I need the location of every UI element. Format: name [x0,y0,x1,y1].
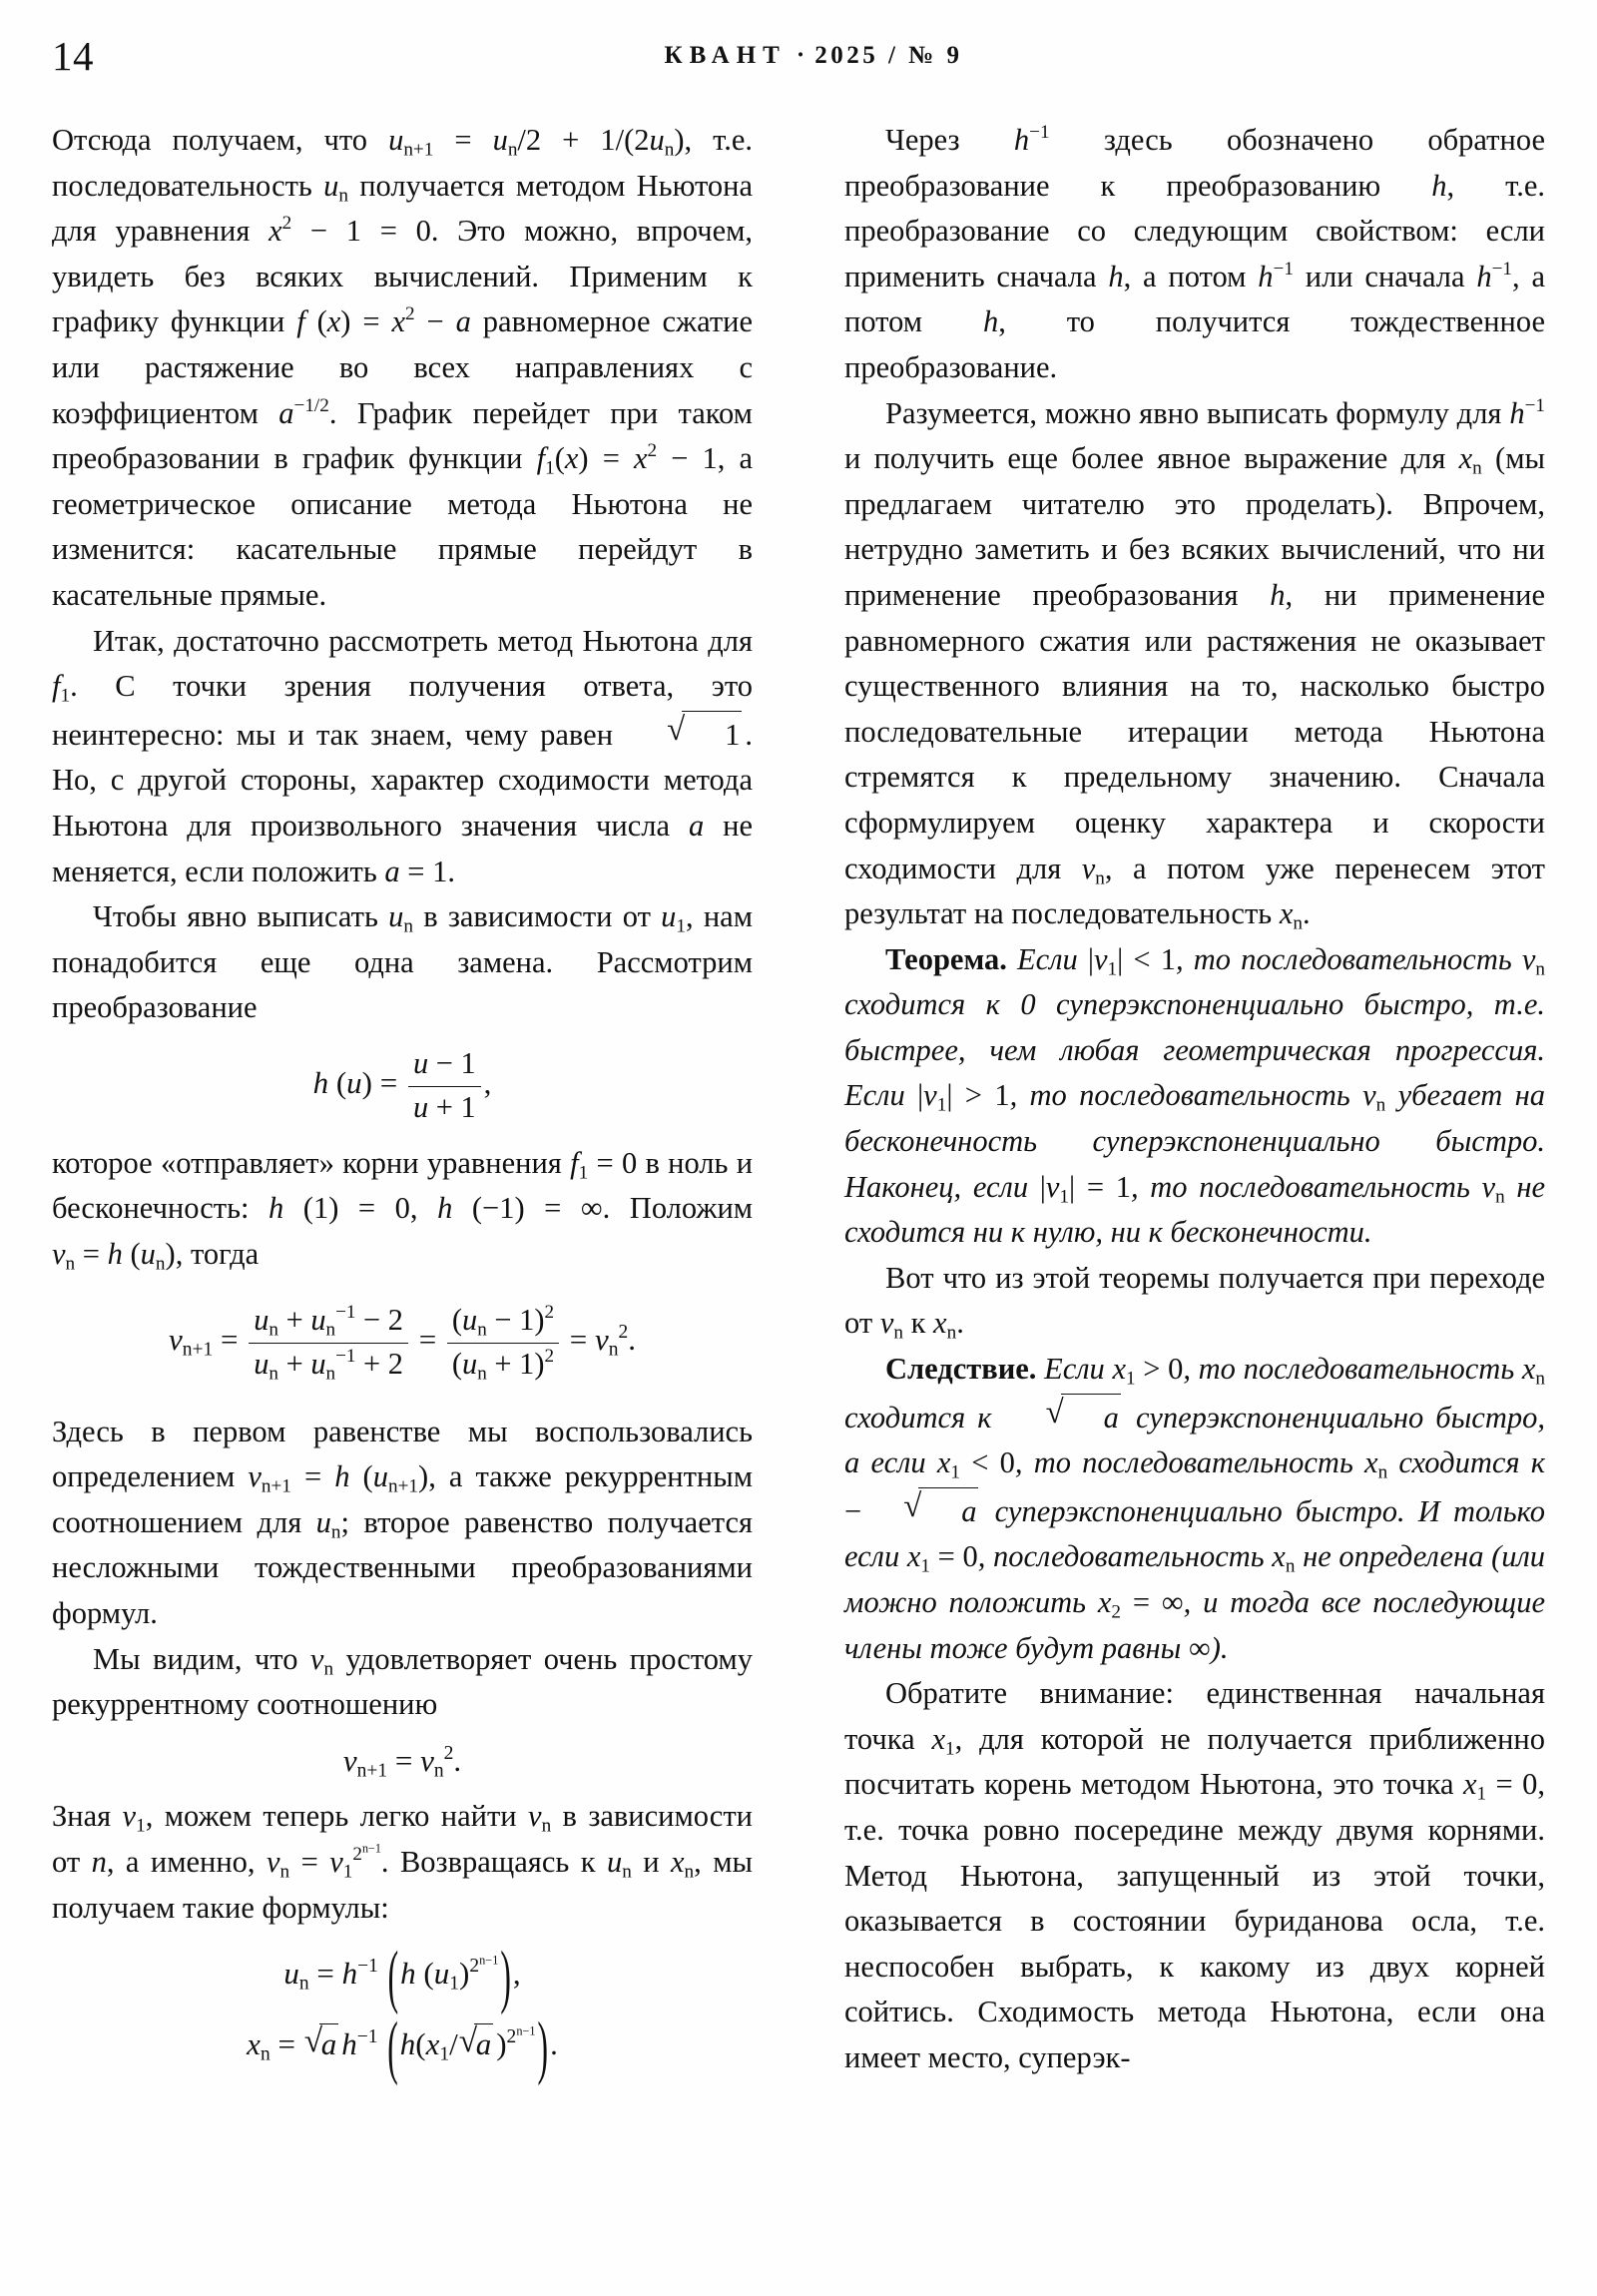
text-run: . [1302,896,1311,931]
text-run: в зависимости от [412,899,662,934]
text-run: , нам понадобится еще одна замена. Рассмотрим преобразование [52,899,753,1025]
math-vn-c: $v_n$ [1081,851,1105,888]
math-xn-final: $x_n$ = √ a $h^{-1}$ ($h(x_1/$ √ a )$^{2^{n-1}}$). [247,2026,558,2061]
math-u1: $u_1$ [661,899,686,937]
paragraph-3 [52,894,753,1031]
text-run: Через [885,123,1014,157]
text-run: суперэкспоненциально быстро. И только если [844,1493,1545,1574]
math-x1-gt-0: $x_1 > 0$ [1112,1352,1184,1390]
math-a-equals-one: a = 1 [384,854,448,888]
math-xn-c: $x_n$ [1279,896,1303,934]
math-h-inverse-b: $h^{-1}$ [1258,258,1294,293]
math-a: a [688,808,705,843]
text-run: не меняется, если положить [52,808,753,888]
text-run: , то последовательность [1014,1445,1365,1480]
text-run: . [956,1306,964,1341]
text-run: и получить еще более явное выражение для [844,441,1459,476]
text-run: Вот что из этой теоремы получается при переходе от [844,1260,1545,1341]
text-run: Зная [52,1799,123,1834]
math-vn-e: $v_n$ [1362,1078,1386,1116]
text-run: , а именно, [106,1845,266,1880]
masthead-separator: · [796,42,805,69]
journal-masthead [52,34,1545,78]
paragraph-1 [52,118,753,619]
math-x2-eq-infinity: $x_2$ = ∞ [1097,1585,1184,1623]
text-run: убегает на бесконечность суперэкспоненциально быстро. Наконец, если [844,1078,1546,1204]
text-run: к [902,1306,934,1341]
text-run: не сходится ни к нулю, ни к бесконечности. [844,1169,1546,1250]
paragraph-5 [52,1410,753,1637]
display-formula-v-recurrence [52,1302,753,1384]
math-v-simple: $v_{n+1} = v_n^2$. [342,1742,462,1782]
text-run: удовлетворяет очень простому рекуррентному соотношению [52,1641,753,1722]
text-run: , то последовательность [1130,1169,1482,1204]
text-run: и [631,1845,671,1880]
paragraph-2 [52,619,753,895]
corollary-block [844,1347,1545,1671]
display-formula-h [52,1045,753,1127]
text-run: Разумеется, можно явно выписать формулу для [885,395,1510,430]
math-sqrt-a: √ a [1004,1401,1124,1435]
text-run: , т.е. преобразование со следующим свойством: если применить сначала [844,168,1546,293]
paragraph-r1 [844,118,1545,391]
journal-title: КВАНТ [664,42,787,69]
text-run: Обратите внимание: единственная начальная точка [844,1676,1545,1756]
text-run: , а геометрическое описание метода Ньютона не изменится: касательные прямые перейдут в касательные прямые. [52,441,754,612]
text-run: Отсюда получаем, что [52,123,389,157]
math-h-inverse-d: $h^{-1}$ [1509,394,1545,430]
text-run: . Возвращаясь к [380,1845,607,1880]
display-formula-un-final [52,1937,753,2015]
math-vn1-def: $v_{n+1} = h$ $(u_{n+1})$ [248,1459,429,1497]
math-un-d: $u_n$ [606,1845,632,1883]
paragraph-6 [52,1637,753,1728]
math-vn-b: $v_n$ [528,1799,552,1837]
paragraph-r2 [844,391,1545,937]
text-run: в ноль и бесконечность: [52,1145,754,1226]
math-fx-definition: f $(x) = x^2 - a$ [296,303,471,339]
math-xn-f: $x_n$ [1364,1445,1388,1483]
text-run: , т.е. точка ровно посередине между двумя корнями. Метод Ньютона, запущенный из этой точки, оказывается в состоянии буриданова осла, т.е. неспособен выбрать, к какому из двух корней сойтись. Сходимость метода Ньютона, если она имеет место, суперэк- [844,1767,1545,2074]
math-un-final: $u_n = h^{-1}$ (h $(u_1)^{2^{n-1}}$), [283,1937,521,2015]
math-sqrt-one: √ 1 [625,718,745,752]
math-xn-e: $x_n$ [1521,1352,1546,1390]
math-h-c: h [982,304,999,339]
text-run: . График перейдет при таком преобразовании в график функции [52,395,753,476]
math-xn-d: $x_n$ [933,1306,957,1344]
text-run: , то последовательность [1175,941,1522,976]
math-vn-d: $v_n$ [1521,941,1546,980]
text-run: , для которой не получается приближенно посчитать корень методом Ньютона, это точка [844,1721,1545,1802]
math-n: n [91,1845,107,1880]
text-run: не определена (или можно положить [844,1539,1546,1619]
right-column [844,118,1545,2254]
math-abs-v1-lt-1: $|v_1| < 1$ [1087,941,1176,980]
math-h-definition: h (u) = $\frac{u - 1}{u + 1}$ , [313,1065,492,1100]
math-infinity: ∞ [1188,1630,1211,1665]
text-run: . Это можно, впрочем, увидеть без всяких вычислений. Применим к графику функции [52,214,754,339]
text-run: , то получится тождественное преобразование. [844,304,1545,384]
left-column [52,118,753,2254]
text-run: . Положим [602,1191,754,1226]
text-run: суперэкспоненциально быстро, а если [844,1400,1545,1480]
math-v1: $v_1$ [122,1799,146,1837]
text-run: . [447,854,455,888]
text-run: здесь обозначено обратное преобразование к преобразованию [844,123,1545,203]
paragraph-r3 [844,1256,1545,1347]
math-abs-v1-gt-1: $|v_1| > 1$ [917,1078,1010,1116]
text-run: . С точки зрения получения ответа, это неинтересно: мы и так знаем, чему равен [52,669,753,752]
text-run: Если [1006,941,1088,976]
text-run: сходится к [1387,1445,1546,1480]
math-vn: $v_n$ [309,1641,334,1679]
text-run: или сначала [1293,259,1477,293]
text-run: , а также рекуррентным соотношением для [52,1459,754,1539]
math-x1-lt-0: $x_1 < 0$ [936,1445,1015,1483]
text-run: ; второе равенство получается несложными тождественными преобразованиями формул. [52,1504,754,1630]
text-run: Здесь в первом равенстве мы воспользовались определением [52,1414,753,1494]
text-run: равномерное сжатие или растяжение во всех направлениях с коэффициентом [52,304,754,430]
text-run: , а потом [844,259,1545,339]
math-h-minus-one: h (−1) = ∞ [437,1191,603,1226]
paragraph-4 [52,1141,753,1278]
running-head [52,32,1545,80]
math-abs-v1-eq-1: $|v_1| = 1$ [1039,1169,1131,1208]
text-run: Мы видим, что [93,1641,310,1676]
text-run: ). [1210,1630,1229,1665]
text-run: (мы предлагаем читателю это проделать). Впрочем, нетрудно заметить и без всяких вычислений, что ни применение преобразования [844,441,1545,612]
text-run: , можем теперь легко найти [145,1799,529,1834]
text-run: , т.е. последовательность [52,123,753,203]
body-columns [52,118,1545,2254]
math-x1: $x_1$ [931,1721,955,1760]
theorem-block [844,937,1545,1256]
text-run: , а потом [1123,259,1259,293]
math-f1-b: $f_1 = 0$ [570,1145,638,1184]
text-run: , ни применение равномерного сжатия или растяжения не оказывает существенного влияния на то, насколько быстро последовательные итерации метода Ньютона стремятся к предельному значению. Сначала сформулируем оценку характера и скорости сходимости для [844,577,1545,885]
math-xn-b: $x_n$ [1458,441,1482,479]
text-run: в зависимости от [52,1799,753,1880]
corollary-label: Следствие. [885,1352,1037,1387]
text-run: , а потом уже перенесем этот результат на последовательность [844,851,1546,931]
math-minus-sqrt-a: − √ a [844,1494,981,1528]
math-un-b: $u_n$ [388,899,413,937]
math-vn-definition: $v_n = h$ $(u_n)$ [52,1237,176,1275]
text-run: , и тогда все последующие члены тоже будут равны [844,1585,1545,1665]
math-f1-definition: $f_1(x) = x^2 - 1$ [536,440,718,479]
display-formula-v-simple [52,1742,753,1781]
math-h-inverse: $h^{-1}$ [1013,122,1050,157]
math-un-c: $u_n$ [315,1504,341,1543]
text-run: Чтобы явно выписать [93,899,389,934]
text-run: сходится к 0 суперэкспоненциально быстро, т.е. быстрее, чем любая геометрическая прогрессия. Если [844,987,1545,1113]
text-run: , [409,1191,438,1226]
math-un: $u_n$ [323,168,348,206]
paragraph-r4 [844,1671,1545,2080]
text-run: Итак, достаточно рассмотреть метод Ньютона для [93,623,753,658]
math-h-b: h [1108,259,1124,293]
text-run: , то последовательность [1009,1078,1363,1113]
math-xn-g: $x_n$ [1272,1539,1296,1577]
math-h-one: h (1) = 0 [268,1191,410,1226]
text-run: . Но, с другой стороны, характер сходимости метода Ньютона для произвольного значения числа [52,717,753,843]
paragraph-7 [52,1794,753,1931]
math-h-inverse-c: $h^{-1}$ [1476,258,1513,293]
math-newton-recurrence: $u_{n+1} = u_n/2 + 1/(2u_n)$ [388,123,685,161]
text-run: , мы получаем такие формулы: [52,1845,754,1925]
math-x1-eq-0-b: $x_1 = 0$ [1462,1767,1538,1805]
text-run: сходится к [844,1400,1004,1435]
math-vn-f: $v_n$ [1481,1169,1505,1208]
text-run: которое «отправляет» корни уравнения [52,1145,571,1180]
math-vn-closed-form: $v_n = v_1^{2^{n-1}}$ [266,1841,381,1883]
display-formula-xn-final [52,2007,753,2086]
text-run: , то последовательность [1183,1352,1522,1387]
text-run: Если [1036,1352,1113,1387]
math-f1: $f_1$ [52,669,71,707]
math-coefficient: $a^{-1/2}$ [278,394,329,430]
text-run: , тогда [175,1237,260,1271]
text-run: , последовательность [977,1539,1273,1574]
text-run: получается методом Ньютона для уравнения [52,168,753,249]
journal-issue: 2025 / № 9 [814,42,963,69]
math-x1-eq-0: $x_1 = 0$ [906,1539,978,1577]
theorem-label: Теорема. [885,941,1007,976]
math-v-recurrence: $v_{n+1}$ = $\frac{u_n + u_n^{-1} - 2}{u_n + u_n^{-1} + 2}$ = $\frac{(u_n - 1)^2}{(u_n + 1)^2}$ = $v_n^2$. [168,1301,637,1384]
math-h-d: h [1270,577,1286,612]
math-h: h [1431,168,1447,203]
page-number: 14 [52,33,94,79]
math-quadratic-eq: $x^2 - 1 = 0$ [268,213,431,249]
math-vn-g: $v_n$ [879,1306,903,1344]
math-xn: $x_n$ [671,1845,695,1883]
